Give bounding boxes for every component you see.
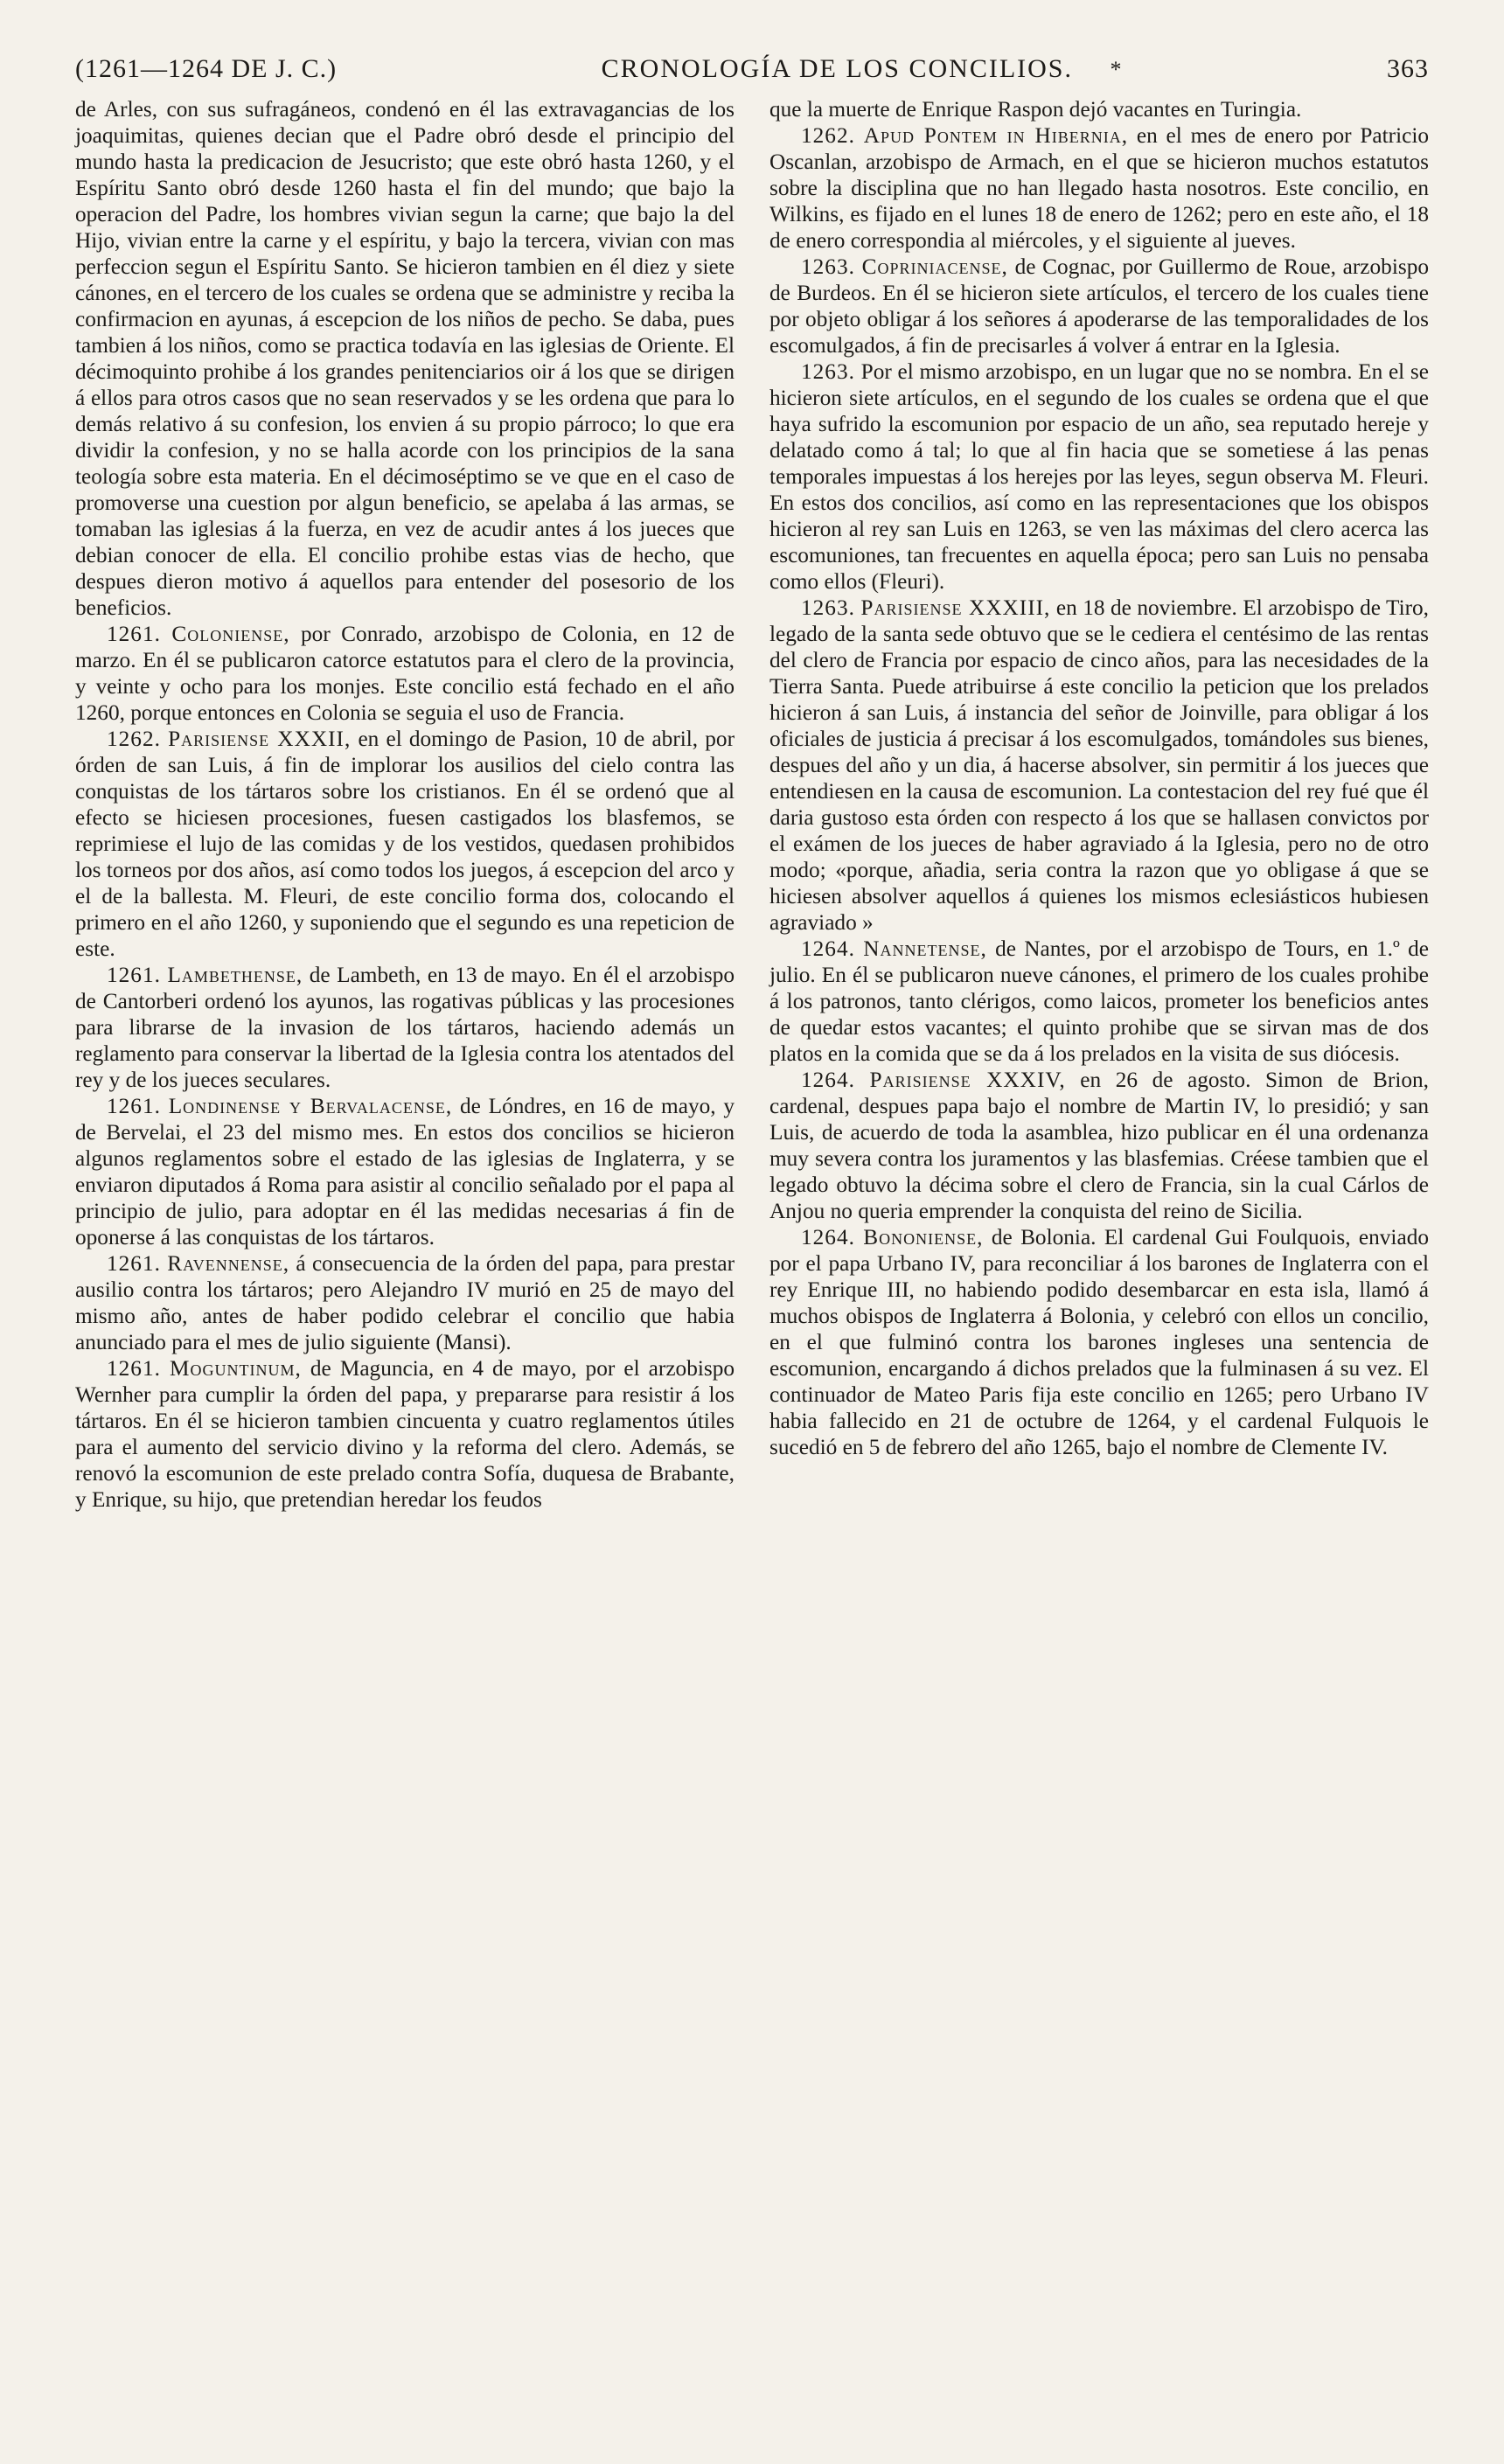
council-name: Parisiense XXXII, xyxy=(168,727,352,751)
entry-text: de Arles, con sus sufragáneos, condenó en él las extravagancias de los joaquimitas, quienes decian que el Padre obró desde el principio del mundo hasta la predicacion de Jesucristo; que este obró hasta 1260, y el Espíritu Santo obró desde 1260 hasta el fin del mundo; que bajo la operacion del Padre, los hombres vivian segun la carne; que bajo la del Hijo, vivian entre la carne y el espíritu, y bajo la tercera, vivian con mas perfeccion segun el Espíritu Santo. Se hicieron tambien en él diez y siete cánones, en el tercero de los cuales se ordena que se administre y reciba la confirmacion en ayunas, á escepcion de los niños de pecho. Se daba, pues tambien á los niños, como se practica todavía en las iglesias de Oriente. El décimoquinto prohibe á los grandes penitenciarios oir á los que se dirigen á ellos para otros casos que no sean reservados y se les ordena que para lo demás relativo á su confesion, los envien á su propio párroco; lo que era dividir la confesion, y no se halla acorde con los principios de la sana teología sobre esta materia. En el décimoséptimo se ve que en el caso de promoverse una cuestion por algun beneficio, se apelaba á las armas, se tomaban las iglesias á la fuerza, en vez de acudir antes á los jueces que debian conocer de ella. El concilio prohibe estas vias de hecho, que despues dieron motivo á aquellos para entender del posesorio de los beneficios. xyxy=(75,97,735,620)
paragraph xyxy=(75,1355,735,1513)
council-name: Copriniacense, xyxy=(861,254,1008,279)
paragraph xyxy=(75,96,735,621)
entry-year: 1263. xyxy=(801,254,855,279)
council-name: Ravennense, xyxy=(167,1251,290,1276)
paragraph xyxy=(769,1067,1429,1224)
page-number: 363 xyxy=(1387,54,1429,83)
paragraph xyxy=(769,936,1429,1067)
entry-text: Por el mismo arzobispo, en un lugar que no se nombra. En el se hicieron siete artículos, en el segundo de los cuales se ordena que el que haya sufrido la escomunion por espacio de un año, sea reputado hereje y delatado como á tal; lo que al fin hacia que se sometiese á las penas temporales impuestas á los herejes por las leyes, segun observa M. Fleuri. En estos dos concilios, así como en las representaciones que los obispos hicieron al rey san Luis en 1263, se ven las máximas del clero acerca las escomuniones, tan frecuentes en aquella época; pero san Luis no pensaba como ellos (Fleuri). xyxy=(769,359,1429,594)
council-name: Nannetense, xyxy=(863,936,987,961)
paragraph xyxy=(75,621,735,726)
entry-text: en 26 de agosto. Simon de Brion, cardenal, despues papa bajo el nombre de Martin IV, lo presidió; y san Luis, de acuerdo de toda la asamblea, hizo publicar en él una ordenanza muy severa contra los juramentos y las blasfemias. Créese tambien que el legado obtuvo la décima sobre el clero de Francia, sin la cual Cárlos de Anjou no queria emprender la conquista del reino de Sicilia. xyxy=(769,1068,1429,1223)
council-name: Moguntinum, xyxy=(170,1356,302,1381)
entry-text: en el mes de enero por Patricio Oscanlan, arzobispo de Armach, en el que se hicieron muchos estatutos sobre la disciplina que no han llegado hasta nosotros. Este concilio, en Wilkins, es fijado en el lunes 18 de enero de 1262; pero en este año, el 18 de enero correspondia al miércoles, y el siguiente al jueves. xyxy=(769,123,1430,253)
council-name: Parisiense XXXIII, xyxy=(860,595,1051,620)
paragraph xyxy=(75,1250,735,1355)
paragraph xyxy=(769,122,1429,254)
entry-year: 1263. xyxy=(801,595,855,620)
entry-year: 1261. xyxy=(107,1356,161,1381)
entry-year: 1261. xyxy=(107,1251,161,1276)
entry-year: 1264. xyxy=(801,1068,855,1092)
council-name: Lambethense, xyxy=(167,963,303,987)
running-header xyxy=(75,54,1429,89)
entry-text: á consecuencia de la órden del papa, para prestar ausilio contra los tártaros; pero Alejandro IV murió en 25 de mayo del mismo año, antes de haber podido celebrar el concilio que habia anunciado para el mes de julio siguiente (Mansi). xyxy=(75,1251,735,1354)
entry-text: en 18 de noviembre. El arzobispo de Tiro, legado de la santa sede obtuvo que se le cediera el centésimo de las rentas del clero de Francia por espacio de cinco años, para las necesidades de la Tierra Santa. Puede atribuirse á este concilio la peticion que los prelados hicieron á san Luis, á instancia del señor de Joinville, para obligar á los oficiales de justicia á precisar á los escomulgados, tomándoles sus bienes, despues del año y un dia, á hacerse absolver, sin permitir á los jueces que entendiesen en la causa de escomunion. La contestacion del rey fué que él daria gustoso esta órden con respecto á los que se hallasen convictos por el exámen de los jueces de haber agraviado á la Iglesia, pero no de otro modo; «porque, añadia, seria contra la razon que yo obligase á que se hiciesen absolver aquellos á quienes los mismos eclesiásticos hubiesen agraviado » xyxy=(769,595,1429,935)
entry-year: 1262. xyxy=(107,727,161,751)
entry-text: en el domingo de Pasion, 10 de abril, por órden de san Luis, á fin de implorar los ausilios del cielo contra las conquistas de los tártaros sobre los cristianos. En él se ordenó que al efecto se hiciesen procesiones, fuesen castigados los blasfemos, se reprimiese el lujo de las comidas y de los vestidos, quedasen prohibidos los torneos por dos años, así como todos los juegos, á escepcion del arco y el de la ballesta. M. Fleuri, de este concilio forma dos, colocando el primero en el año 1260, y suponiendo que el segundo es una repeticion de este. xyxy=(75,727,735,961)
paragraph xyxy=(769,595,1429,936)
entry-text: por Conrado, arzobispo de Colonia, en 12 de marzo. En él se publicaron catorce estatutos para el clero de la provincia, y veinte y ocho para los monjes. Este concilio está fechado en el año 1260, porque entonces en Colonia se seguia el uso de Francia. xyxy=(75,622,735,725)
council-name: Coloniense, xyxy=(171,622,290,646)
entry-year: 1264. xyxy=(801,936,855,961)
entry-year: 1263. xyxy=(801,359,855,384)
entry-year: 1261. xyxy=(107,1094,161,1118)
left-column xyxy=(75,96,735,1513)
entry-text: de Maguncia, en 4 de mayo, por el arzobispo Wernher para cumplir la órden del papa, y prepararse para resistir á los tártaros. En él se hicieron tambien cincuenta y cuatro reglamentos útiles para el aumento del servicio divino y la reforma del clero. Además, se renovó la escomunion de este prelado contra Sofía, duquesa de Brabante, y Enrique, su hijo, que pretendian heredar los feudos xyxy=(75,1356,735,1512)
paragraph xyxy=(769,1224,1429,1460)
council-name: Bononiense, xyxy=(863,1225,984,1249)
entry-text: de Nantes, por el arzobispo de Tours, en 1.º de julio. En él se publicaron nueve cánones, el primero de los cuales prohibe á los patronos, tanto clérigos, como laicos, prometer los beneficios antes de quedar estos vacantes; el quinto prohibe que se sirvan mas de dos platos en la comida que se da á los prelados en la visita de sus diócesis. xyxy=(769,936,1430,1066)
entry-text: de Lóndres, en 16 de mayo, y de Bervelai, el 23 del mismo mes. En estos dos concilios se hicieron algunos reglamentos sobre el estado de las iglesias de Inglaterra, y se enviaron diputados á Roma para asistir al concilio señalado por el papa al principio de julio, para adoptar en él las medidas necesarias á fin de oponerse á las conquistas de los tártaros. xyxy=(75,1094,735,1249)
text-columns xyxy=(75,96,1429,1513)
paragraph xyxy=(769,96,1429,122)
entry-text: que la muerte de Enrique Raspon dejó vacantes en Turingia. xyxy=(769,97,1302,122)
entry-text: de Bolonia. El cardenal Gui Foulquois, enviado por el papa Urbano IV, para reconciliar á los barones de Inglaterra con el rey Enrique III, no habiendo podido desembarcar en esta isla, llamó á muchos obispos de Inglaterra á Bolonia, y celebró con ellos un concilio, en el que fulminó contra los barones ingleses una sentencia de escomunion, encargando á dichos prelados que la fulminasen á su vez. El continuador de Mateo Paris fija este concilio en 1265; pero Urbano IV habia fallecido en 21 de octubre de 1264, y el cardenal Fulquois le sucedió en 5 de febrero del año 1265, bajo el nombre de Clemente IV. xyxy=(769,1225,1429,1459)
header-date-range: (1261—1264 DE J. C.) xyxy=(75,54,338,83)
entry-year: 1261. xyxy=(107,963,161,987)
paragraph xyxy=(75,962,735,1093)
entry-year: 1262. xyxy=(801,123,855,148)
entry-text: de Cognac, por Guillermo de Roue, arzobispo de Burdeos. En él se hicieron siete artículos, el tercero de los cuales tiene por objeto obligar á los señores á apoderarse de las temporalidades de los escomulgados, á fin de precisarles á volver á entrar en la Iglesia. xyxy=(769,254,1429,358)
entry-year: 1261. xyxy=(107,622,161,646)
entry-year: 1264. xyxy=(801,1225,855,1249)
header-asterisk: * xyxy=(1110,57,1123,82)
council-name: Parisiense XXXIV, xyxy=(869,1068,1066,1092)
paragraph xyxy=(769,358,1429,595)
council-name: Londinense y Bervalacense, xyxy=(168,1094,453,1118)
paragraph xyxy=(75,726,735,962)
right-column xyxy=(769,96,1429,1513)
paragraph xyxy=(769,254,1429,358)
council-name: Apud Pontem in Hibernia, xyxy=(863,123,1129,148)
paragraph xyxy=(75,1093,735,1250)
header-title: CRONOLOGÍA DE LOS CONCILIOS. xyxy=(601,54,1073,83)
entry-text: de Lambeth, en 13 de mayo. En él el arzobispo de Cantorberi ordenó los ayunos, las rogativas públicas y las procesiones para librarse de la invasion de los tártaros, haciendo además un reglamento para conservar la libertad de la Iglesia contra los atentados del rey y de los jueces seculares. xyxy=(75,963,735,1092)
